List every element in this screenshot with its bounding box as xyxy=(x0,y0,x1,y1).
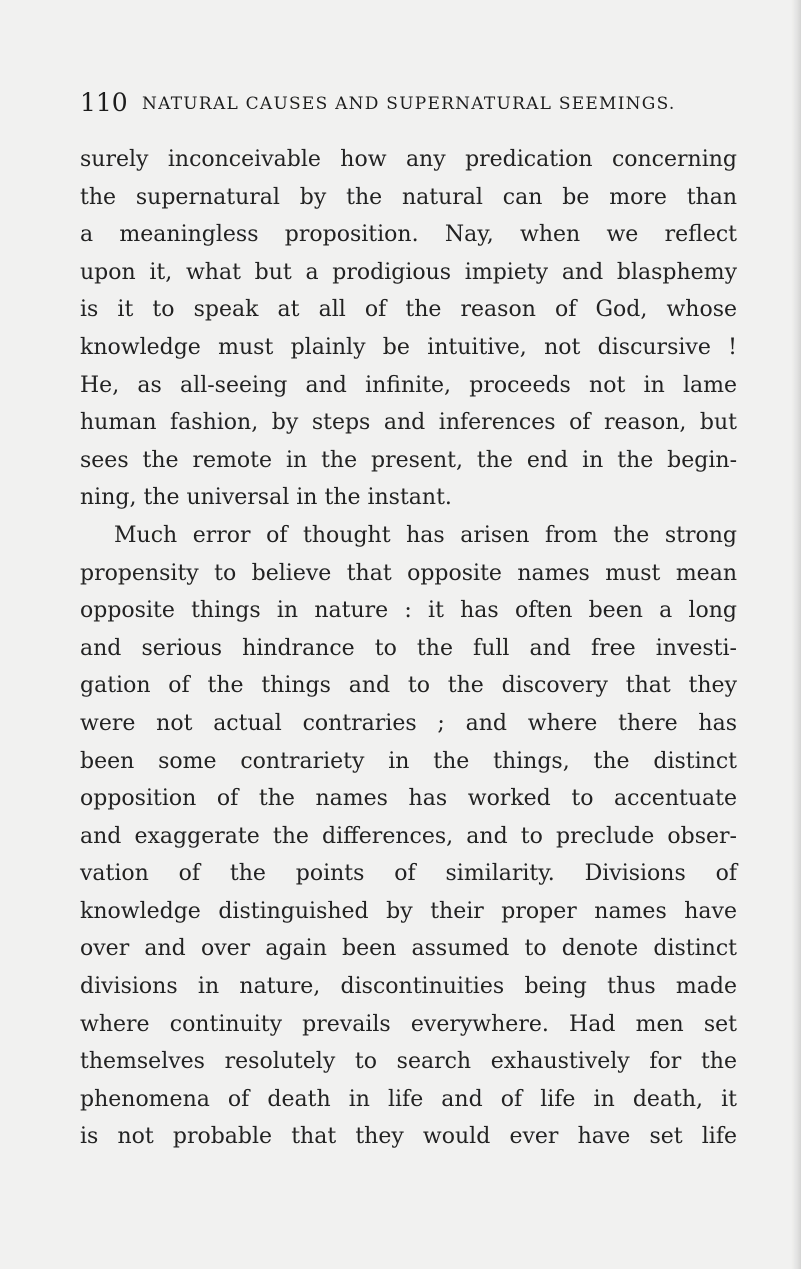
text-line: the supernatural by the natural can be more than xyxy=(80,184,737,210)
text-line: opposite things in nature : it has often been a long xyxy=(80,598,737,624)
body-text xyxy=(80,141,737,1156)
page-number: 110 xyxy=(80,88,128,117)
text-line: propensity to believe that opposite names must mean xyxy=(80,560,737,586)
text-line: a meaningless proposition. Nay, when we reflect xyxy=(80,222,737,248)
text-line: gation of the things and to the discovery that they xyxy=(80,673,737,699)
text-line: knowledge must plainly be intuitive, not discursive ! xyxy=(80,334,737,360)
text-line: and serious hindrance to the full and free investi- xyxy=(80,635,737,661)
text-line: knowledge distinguished by their proper names have xyxy=(80,898,737,924)
text-line: human fashion, by steps and inferences of reason, but xyxy=(80,410,737,436)
text-line: is it to speak at all of the reason of God, whose xyxy=(80,297,737,323)
text-line: divisions in nature, discontinuities being thus made xyxy=(80,974,737,1000)
page-header xyxy=(80,88,720,122)
text-line: vation of the points of similarity. Divisions of xyxy=(80,861,737,887)
text-line: over and over again been assumed to denote distinct xyxy=(80,936,737,962)
text-line: been some contrariety in the things, the distinct xyxy=(80,748,737,774)
text-line: were not actual contraries ; and where there has xyxy=(80,710,737,736)
text-line: opposition of the names has worked to accentuate xyxy=(80,786,737,812)
paragraph-start-line: Much error of thought has arisen from the strong xyxy=(114,522,737,548)
running-head: NATURAL CAUSES AND SUPERNATURAL SEEMINGS. xyxy=(142,94,676,114)
text-line: phenomena of death in life and of life in death, it xyxy=(80,1086,737,1112)
text-line: is not probable that they would ever have set life xyxy=(80,1124,737,1150)
text-line: ning, the universal in the instant. xyxy=(80,485,452,511)
text-line: sees the remote in the present, the end in the begin- xyxy=(80,447,737,473)
text-line: themselves resolutely to search exhaustively for the xyxy=(80,1049,737,1075)
text-line: surely inconceivable how any predication concerning xyxy=(80,147,737,172)
text-line: where continuity prevails everywhere. Had men set xyxy=(80,1011,737,1037)
page-edge-shadow xyxy=(791,0,801,1269)
text-line: and exaggerate the differences, and to preclude obser- xyxy=(80,823,737,849)
text-line: He, as all-seeing and infinite, proceeds not in lame xyxy=(80,372,737,398)
text-line: upon it, what but a prodigious impiety and blasphemy xyxy=(80,259,737,285)
